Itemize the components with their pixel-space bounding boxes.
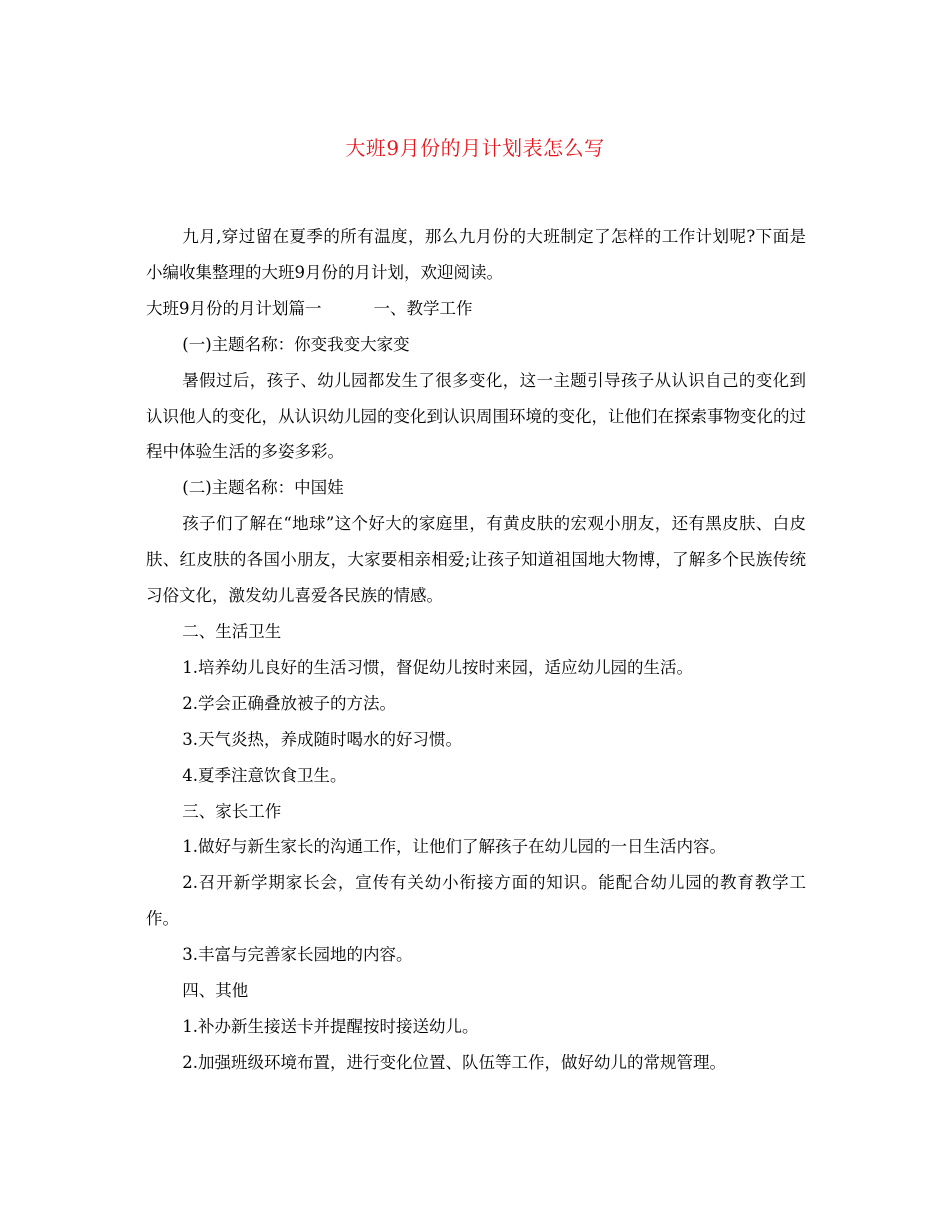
list-item: 3.丰富与完善家长园地的内容。 bbox=[182, 945, 413, 965]
theme2-body: 孩子们了解在“地球”这个好大的家庭里，有黄皮肤的宏观小朋友，还有黑皮肤、白皮肤、红皮肤的各国小朋友，大家要相亲相爱;让孩子知道祖国地大物博，了解多个民族传统习俗文化，激发幼儿喜爱各民族的情感。 bbox=[146, 514, 806, 606]
theme1-body: 暑假过后，孩子、幼儿园都发生了很多变化，这一主题引导孩子从认识自己的变化到认识他人的变化，从认识幼儿园的变化到认识周围环境的变化，让他们在探索事物变化的过程中体验生活的多姿多彩。 bbox=[146, 370, 806, 462]
part-heading: 大班9月份的月计划篇一 bbox=[146, 298, 322, 318]
list-item: 2.加强班级环境布置，进行变化位置、队伍等工作，做好幼儿的常规管理。 bbox=[182, 1052, 727, 1072]
part-heading-line bbox=[146, 291, 806, 327]
list-item: 1.做好与新生家长的沟通工作，让他们了解孩子在幼儿园的一日生活内容。 bbox=[182, 837, 727, 857]
theme1-title: (一)主题名称：你变我变大家变 bbox=[182, 334, 410, 354]
list-item: 2.学会正确叠放被子的方法。 bbox=[182, 693, 397, 713]
section4-heading: 四、其他 bbox=[182, 981, 249, 1001]
document-body bbox=[146, 219, 806, 1081]
list-item: 3.天气炎热，养成随时喝水的好习惯。 bbox=[182, 729, 463, 749]
list-item: 1.补办新生接送卡并提醒按时接送幼儿。 bbox=[182, 1016, 479, 1036]
list-item: 2.召开新学期家长会，宣传有关幼小衔接方面的知识。能配合幼儿园的教育教学工作。 bbox=[146, 873, 806, 929]
list-item: 1.培养幼儿良好的生活习惯，督促幼儿按时来园，适应幼儿园的生活。 bbox=[182, 657, 694, 677]
section3-heading: 三、家长工作 bbox=[182, 801, 282, 821]
section2-heading: 二、生活卫生 bbox=[182, 621, 282, 641]
list-item: 4.夏季注意饮食卫生。 bbox=[182, 765, 347, 785]
document-title: 大班9月份的月计划表怎么写 bbox=[345, 136, 605, 160]
section1-heading: 一、教学工作 bbox=[373, 298, 473, 318]
theme2-title: (二)主题名称：中国娃 bbox=[182, 478, 344, 498]
intro-paragraph: 九月,穿过留在夏季的所有温度，那么九月份的大班制定了怎样的工作计划呢?下面是小编收集整理的大班9月份的月计划，欢迎阅读。 bbox=[146, 227, 806, 282]
